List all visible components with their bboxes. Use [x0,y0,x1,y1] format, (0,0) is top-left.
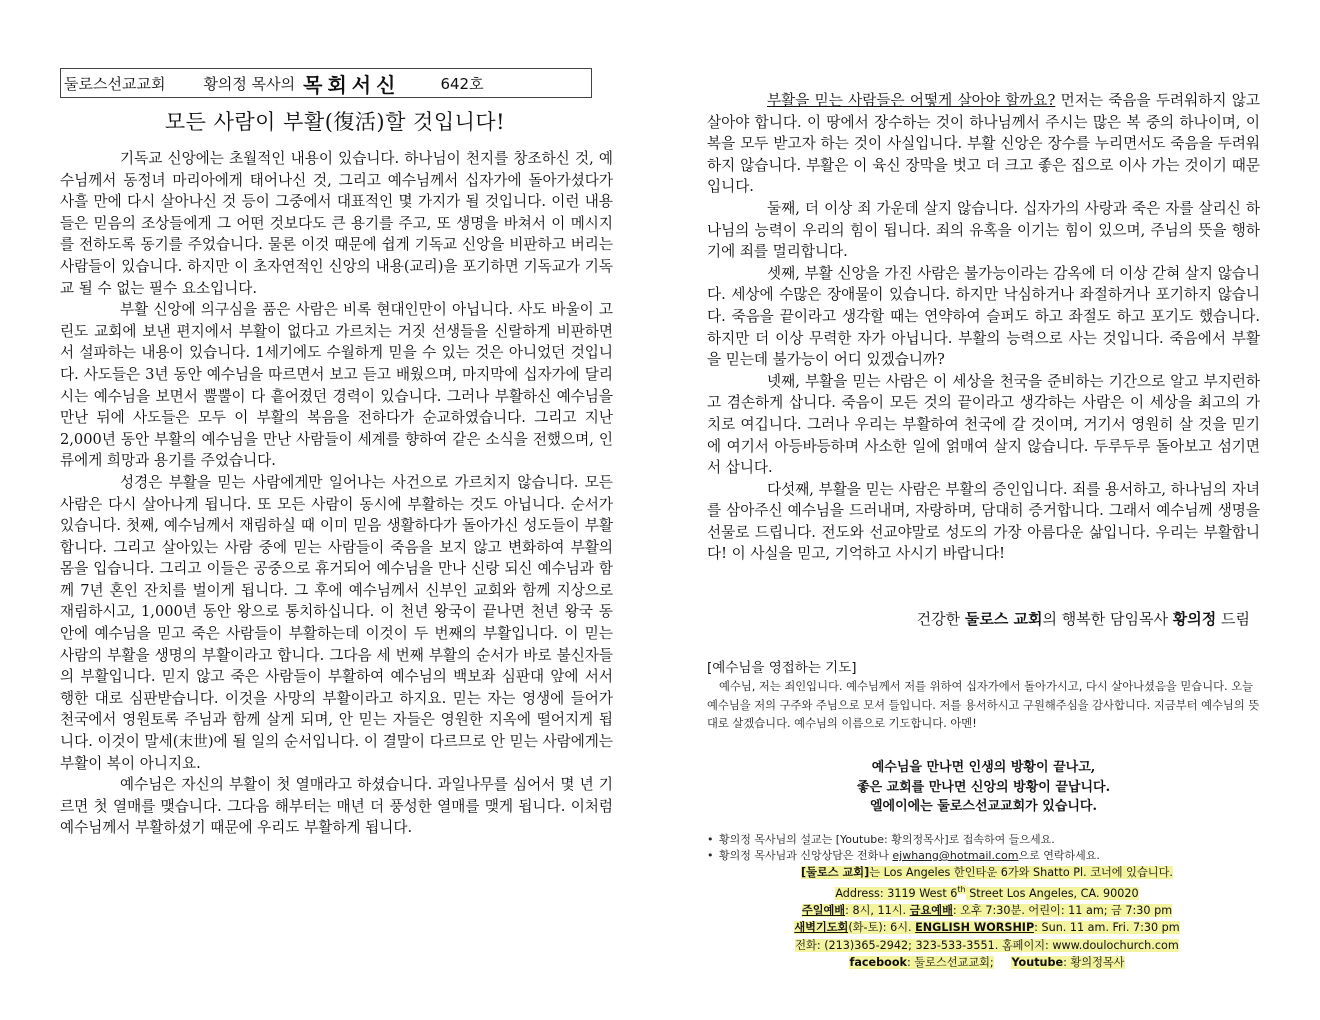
address-post: Street Los Angeles, CA. 90020 [965,886,1139,900]
contact-dawn [707,919,1267,936]
right-paragraph-5: 다섯째, 부활을 믿는 사람은 부활의 증인입니다. 죄를 용서하고, 하나님의 자녀를 삼아주신 예수님을 드러내며, 자랑하며, 담대히 증거합니다. 그래서 예수님께 생명을 선물로 드립니다. 전도와 선교야말로 성도의 가장 아름다운 삶입니다. 우리는 부활합니다! 이 사실을 믿고, 기억하고 사시기 바랍니다! [707,480,1260,563]
contact-info [707,864,1267,971]
address-sup: th [957,885,966,895]
contact-phone-text: 전화: (213)365-2942; 323-533-3551. 홈페이지: www.doulochurch.com [795,938,1179,952]
contact-location-text: 는 Los Angeles 한인타운 6가와 Shatto Pl. 코너에 있습니다. [869,866,1173,879]
note-counsel [707,848,1267,864]
slogan-line-3: 엘에이에는 둘로스선교교회가 있습니다. [869,799,1098,814]
right-article [707,90,1260,565]
signature-name: 황의정 [1172,610,1217,628]
masthead-issue: 642호 [440,74,484,93]
right-paragraph-3: 셋째, 부활 신앙을 가진 사람은 불가능이라는 감옥에 더 이상 갇혀 살지 않습니다. 세상에 수많은 장애물이 있습니다. 하지만 낙심하거나 좌절하거나 포기하지 않습니다. 죽음을 끝이라고 생각할 때는 연약하여 슬퍼도 하고 좌절도 하고 포기도 했습니다. 하지만 더 이상 무력한 자가 아닙니다. 부활의 능력으로 사는 것입니다. 죽음에서 부활을 믿는데 불가능이 어디 있겠습니까? [707,264,1260,369]
masthead [60,68,592,98]
english-times: : Sun. 11 am. Fri. 7:30 pm [1034,921,1180,935]
email-link[interactable]: ejwhang@hotmail.com [892,849,1019,862]
english-label: ENGLISH WORSHIP [915,921,1035,935]
bullet-icon: • [707,849,714,862]
youtube-value: : 황의정목사 [1063,955,1125,969]
dawn-label: 새벽기도회 [794,921,849,935]
left-paragraph-4: 예수님은 자신의 부활이 첫 열매라고 하셨습니다. 과일나무를 심어서 몇 년 기르면 첫 열매를 맺습니다. 그다음 해부터는 매년 더 풍성한 열매를 맺게 됩니다. 이처럼 예수님께서 부활하셨기 때문에 우리도 부활하게 됩니다. [60,776,613,837]
right-paragraph-1 [707,90,1260,198]
right-paragraph-2: 둘째, 더 이상 죄 가운데 살지 않습니다. 십자가의 사랑과 죽은 자를 살리신 하나님의 능력이 우리의 힘이 됩니다. 죄의 유혹을 이기는 힘이 있으며, 주님의 뜻을 행하기에 죄를 멀리합니다. [707,199,1260,261]
bullet-icon: • [707,833,714,846]
note-sermon-text: 황의정 목사님의 설교는 [Youtube: 황의정목사]로 접속하여 들으세요. [719,833,1055,846]
prayer-title: [예수님을 영접하는 기도] [707,660,857,676]
signature [707,608,1260,629]
signature-post: 드림 [1216,610,1250,628]
friday-times: : 오후 7:30분. 어린이: 11 am; 금 7:30 pm [952,904,1173,918]
note-counsel-pre: 황의정 목사님과 신앙상담은 전화나 [719,849,893,862]
address-pre: Address: 3119 West 6 [835,886,958,900]
facebook-value: : 둘로스선교교회; [906,955,994,969]
signature-church: 둘로스 교회 [964,610,1043,628]
contact-services [707,902,1267,919]
signature-mid: 의 행복한 담임목사 [1042,610,1173,628]
note-counsel-post: 으로 연락하세요. [1018,849,1100,862]
left-article [60,148,613,839]
right-paragraph-4: 넷째, 부활을 믿는 사람은 이 세상을 천국을 준비하는 기간으로 알고 부지런하고 겸손하게 삽니다. 죽음이 모든 것의 끝이라고 생각하는 사람은 이 세상을 최고의 가치로 여깁니다. 그러나 우리는 부활하여 천국에 갈 것이며, 거기서 영원히 살 것을 믿기에 여기서 아등바등하며 사소한 일에 얽매여 살지 않습니다. 두루두루 돌아보고 섬기면서 삽니다. [707,372,1260,477]
slogan [707,758,1260,817]
right-page [660,0,1320,1020]
right-paragraph-1-question: 부활을 믿는 사람들은 어떻게 살아야 할까요? [767,92,1056,109]
contact-address [707,881,1267,902]
youtube-label: Youtube [1011,955,1064,969]
prayer-body: 예수님, 저는 죄인입니다. 예수님께서 저를 위하여 십자가에서 돌아가시고, 다시 살아나셨음을 믿습니다. 오늘 예수님을 저의 구주와 주님으로 모셔 들입니다. 저를 용서하시고 구원해주심을 감사합니다. 지금부터 예수님의 뜻대로 살겠습니다. 예수님의 이름으로 기도합니다. 아멘! [707,680,1260,730]
contact-church-name: [둘로스 교회] [801,866,870,879]
sunday-times: : 8시, 11시. [845,904,910,918]
headline: 모든 사람이 부활(復活)할 것입니다! [164,110,506,134]
contact-location [707,864,1267,881]
sunday-label: 주일예배 [801,904,846,918]
left-paragraph-3: 성경은 부활을 믿는 사람에게만 일어나는 사건으로 가르치지 않습니다. 모든 사람은 다시 살아나게 됩니다. 또 모든 사람이 동시에 부활하는 것도 아닙니다. 순서가 있습니다. 첫째, 예수님께서 재림하실 때 이미 믿음 생활하다가 돌아가신 성도들이 부활합니다. 그리고 살아있는 사람 중에 믿는 사람들이 죽음을 보지 않고 변화하여 부활의 몸을 입습니다. 그리고 이들은 공중으로 휴거되어 예수님을 만나 신랑 되신 예수님과 함께 7년 혼인 잔치를 벌이게 됩니다. 그 후에 예수님께서 신부인 교회와 함께 지상으로 재림하시고, 1,000년 동안 왕으로 통치하십니다. 이 천년 왕국이 끝나면 천년 왕국 동안에 예수님을 믿고 죽은 사람들이 부활하는데 이것이 두 번째의 부활입니다. 이 믿는 사람의 부활을 생명의 부활이라고 합니다. 그다음 세 번째 부활의 순서가 바로 불신자들의 부활입니다. 믿지 않고 죽은 사람들이 부활하여 예수님의 백보좌 심판대 앞에 서서 행한 대로 심판받습니다. 이것을 사망의 부활이라고 하지요. 믿는 자는 영생에 들어가 천국에서 영원토록 주님과 함께 살게 되며, 안 믿는 자들은 영원한 지옥에 떨어지게 됩니다. 이것이 말세(末世)에 될 일의 순서입니다. 이 결말이 다르므로 안 믿는 사람에게는 부활이 복이 아니지요. [60,473,613,772]
masthead-title: 목회서신 [303,72,401,97]
slogan-line-1: 예수님을 만나면 인생의 방황이 끝나고, [871,760,1096,775]
notes [707,832,1267,864]
right-paragraph-1-text: 먼저는 죽음을 두려워하지 않고 살아야 합니다. 이 땅에서 장수하는 것이 하나님께서 주시는 많은 복 중의 하나이며, 이 복을 모두 받고자 하는 것이 사실입니다. 부활 신앙은 장수를 누리면서도 죽음을 두려워하지 않습니다. 부활은 이 육신 장막을 벗고 더 크고 좋은 집으로 이사 가는 것이기 때문입니다. [707,92,1260,196]
contact-phone [707,937,1267,954]
left-paragraph-1: 기독교 신앙에는 초월적인 내용이 있습니다. 하나님이 천지를 창조하신 것, 예수님께서 동정녀 마리아에게 태어나신 것, 그리고 예수님께서 십자가에 돌아가셨다가 사흘 만에 다시 살아나신 것 등이 그중에서 대표적인 몇 가지가 될 것입니다. 이런 내용들은 믿음의 조상들에게 그 어떤 것보다도 큰 용기를 주고, 또 생명을 바쳐서 이 메시지를 전하도록 동기를 주었습니다. 물론 이것 때문에 쉽게 기독교 신앙을 비판하고 버리는 사람들이 있습니다. 하지만 이 초자연적인 신앙의 내용(교리)을 포기하면 기독교가 기독교 될 수 없는 필수 요소입니다. [60,150,613,297]
left-paragraph-2: 부활 신앙에 의구심을 품은 사람은 비록 현대인만이 아닙니다. 사도 바울이 고린도 교회에 보낸 편지에서 부활이 없다고 가르치는 거짓 선생들을 신랄하게 비판하면서 설파하는 내용이 있습니다. 1세기에도 수월하게 믿을 수 있는 것은 아니었던 것입니다. 사도들은 3년 동안 예수님을 따르면서 보고 듣고 배웠으며, 마지막에 십자가에 달리시는 예수님을 보면서 뿔뿔이 다 흩어졌던 경력이 있습니다. 그러나 부활하신 예수님을 만난 뒤에 사도들은 모두 이 부활의 복음을 전하다가 순교하였습니다. 그리고 지난 2,000년 동안 부활의 예수님을 만난 사람들이 세계를 향하여 같은 소식을 전했으며, 인류에게 희망과 용기를 주었습니다. [60,301,613,470]
masthead-church: 둘로스선교교회 [64,74,166,93]
signature-pre: 건강한 [916,610,965,628]
contact-social [707,954,1267,971]
friday-label: 금요예배 [909,904,953,918]
note-sermon [707,832,1267,848]
dawn-times: (화-토): 6시. [848,921,916,935]
masthead-pastor: 황의정 목사의 [203,74,296,93]
facebook-label: facebook [849,955,907,969]
slogan-line-2: 좋은 교회를 만나면 신앙의 방황이 끝납니다. [856,779,1111,795]
